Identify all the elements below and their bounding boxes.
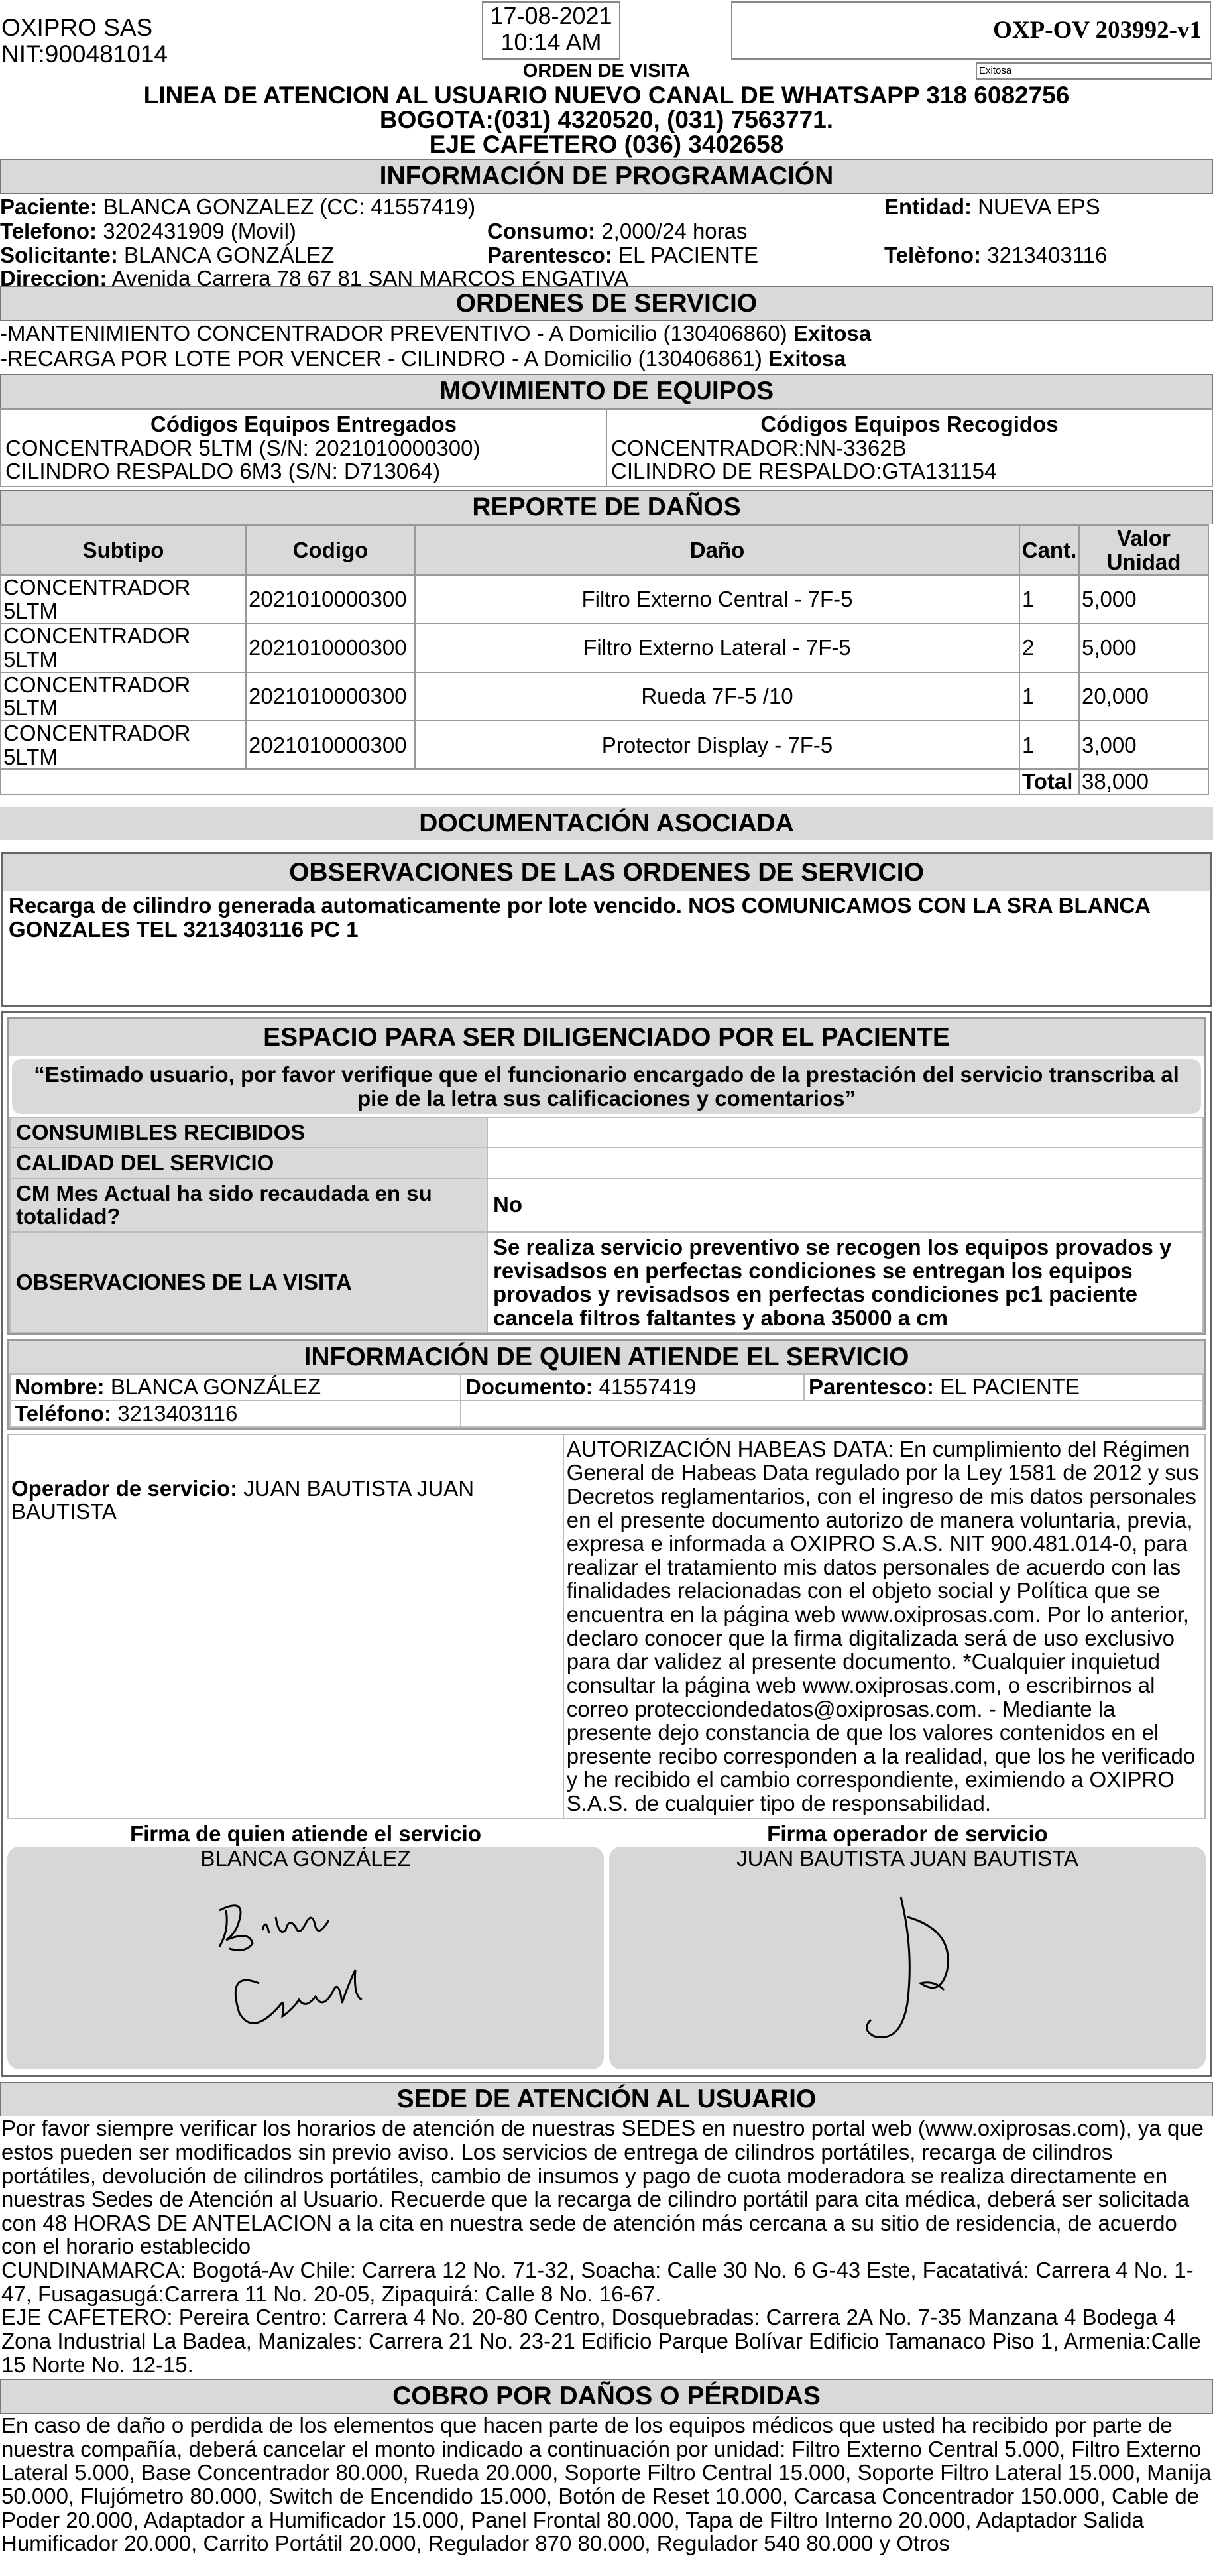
- table-row: CONCENTRADOR 5LTM 2021010000300 Protector Display - 7F-5 1 3,000: [1, 721, 1208, 769]
- contact-lines: [0, 83, 1213, 156]
- operator-habeas-panel: [7, 1434, 1206, 1819]
- visit-title: ORDEN DE VISITA: [522, 60, 691, 82]
- section-sede-title: SEDE DE ATENCIÓN AL USUARIO: [0, 2082, 1213, 2116]
- company-name: OXIPRO SAS: [1, 14, 153, 41]
- sede-info: [0, 2116, 1213, 2376]
- table-row: CONCENTRADOR 5LTM 2021010000300 Filtro Externo Central - 7F-5 1 5,000: [1, 575, 1208, 623]
- sede-cundinamarca: CUNDINAMARCA: Bogotá-Av Chile: Carrera 12 No. 71-32, Soacha: Calle 30 No. 6 G-43 Este, Facatativá: Carrera 4 No. 1-47, Fusagasugá:Carrera 11 No. 20-05, Zipaquirá: Calle 8 No. 16-67.: [1, 2258, 1194, 2306]
- collected-title: Códigos Equipos Recogidos: [760, 412, 1059, 436]
- requester-value: BLANCA GONZÁLEZ: [124, 243, 335, 267]
- operator-signature-title: Firma operador de servicio: [767, 1821, 1048, 1846]
- patient-field: Paciente: BLANCA GONZALEZ (CC: 41557419): [0, 194, 476, 219]
- table-row: CALIDAD DEL SERVICIO: [10, 1148, 1203, 1178]
- delivered-item: CILINDRO RESPALDO 6M3 (S/N: D713064): [5, 459, 440, 484]
- collected-item: CILINDRO DE RESPALDO:GTA131154: [611, 459, 997, 484]
- service-order-item: -MANTENIMIENTO CONCENTRADOR PREVENTIVO - A Domicilio (130406860) Exitosa: [0, 321, 872, 345]
- patient-value: BLANCA GONZALEZ (CC: 41557419): [103, 194, 476, 219]
- attendant-signature-block: [7, 1822, 604, 2070]
- observations-box: [1, 852, 1212, 1007]
- attendant-phone-field: Teléfono: 3213403116: [10, 1400, 461, 1427]
- company-block: [1, 15, 168, 68]
- status-badge: Exitosa: [976, 62, 1212, 80]
- table-row: CONSUMIBLES RECIBIDOS: [10, 1117, 1203, 1148]
- order-code-box: [731, 1, 1211, 60]
- patient-section-title: ESPACIO PARA SER DILIGENCIADO POR EL PACIENTE: [9, 1019, 1204, 1056]
- entity-value: NUEVA EPS: [978, 194, 1100, 219]
- operator-habeas-table: [7, 1434, 1206, 1819]
- operator-signature-name: JUAN BAUTISTA JUAN BAUTISTA: [736, 1846, 1078, 1871]
- operator-signature-pad: [609, 1847, 1206, 2069]
- address-value: Avenida Carrera 78 67 81 SAN MARCOS ENGATIVA: [111, 266, 629, 290]
- patient-feedback-panel: [7, 1017, 1206, 1335]
- operator-field: Operador de servicio: JUAN BAUTISTA JUAN BAUTISTA: [8, 1434, 563, 1819]
- requester-field: Solicitante: BLANCA GONZÁLEZ: [0, 243, 335, 267]
- damage-report-table: [0, 524, 1209, 795]
- contact-line-eje-cafetero: EJE CAFETERO (036) 3402658: [429, 131, 784, 158]
- phone-field: Telefono: 3202431909 (Movil): [0, 219, 296, 243]
- patient-feedback-table: [9, 1117, 1204, 1333]
- section-movimiento-title: MOVIMIENTO DE EQUIPOS: [0, 374, 1213, 408]
- phone2-field: Telèfono: 3213403116: [884, 243, 1108, 267]
- table-row: CM Mes Actual ha sido recaudada en su totalidad? No: [10, 1178, 1203, 1232]
- sede-paragraph: Por favor siempre verificar los horarios de atención de nuestras SEDES en nuestro portal web (www.oxiprosas.com), ya que estos pueden ser modificados sin previo aviso. Los servicios de entrega de cilindros portátiles, recarga de cilindros portátiles, devolución de cilindros portátiles, cambio de insumos y pago de cuota moderadora se realiza directamente en nuestras Sedes de Atención al Usuario. Recuerde que la recarga de cilindro portátil para cita médica, deberá ser solicitada con 48 HORAS DE ANTELACION a la cita en nuestra sede de atención más cercana a su sitio de residencia, de acuerdo con el horario establecido: [1, 2116, 1204, 2259]
- col-header-valor: Valor Unidad: [1079, 525, 1208, 575]
- observations-title: OBSERVACIONES DE LAS ORDENES DE SERVICIO: [3, 854, 1210, 891]
- section-danos-title: REPORTE DE DAÑOS: [0, 490, 1213, 524]
- table-row: OBSERVACIONES DE LA VISITA Se realiza servicio preventivo se recogen los equipos provados y revisadsos en perfectas condiciones se entregan los equipos provados y revisadsos en perfectas condiciones pc1 paciente cancela filtros faltantes y abona 35000 a cm: [10, 1232, 1203, 1333]
- section-documentacion-title: DOCUMENTACIÓN ASOCIADA: [0, 807, 1213, 840]
- consumption-field: Consumo: 2,000/24 horas: [487, 219, 748, 243]
- col-header-subtipo: Subtipo: [1, 525, 246, 575]
- patient-section-box: [1, 1011, 1212, 2077]
- service-order-item: -RECARGA POR LOTE POR VENCER - CILINDRO - A Domicilio (130406861) Exitosa: [0, 346, 846, 371]
- operator-signature-image: [801, 1871, 1013, 2056]
- operator-name: JUAN BAUTISTA JUAN BAUTISTA: [11, 1475, 475, 1524]
- visit-date: 17-08-2021: [490, 2, 612, 29]
- service-orders-list: [0, 321, 1213, 371]
- attendant-info-title: INFORMACIÓN DE QUIEN ATIENDE EL SERVICIO: [9, 1341, 1204, 1373]
- attendant-signature-title: Firma de quien atiende el servicio: [129, 1821, 481, 1846]
- attendant-signature-name: BLANCA GONZÁLEZ: [200, 1846, 411, 1871]
- attendant-relationship-field: Parentesco: EL PACIENTE: [804, 1374, 1203, 1400]
- consumption-value: 2,000/24 horas: [601, 219, 748, 243]
- collected-equipment-cell: [606, 409, 1212, 487]
- observations-text: Recarga de cilindro generada automaticamente por lote vencido. NOS COMUNICAMOS CON LA SRA BLANCA GONZALES TEL 3213403116 PC 1: [9, 893, 1150, 942]
- order-code: OXP-OV 203992-v1: [993, 17, 1202, 44]
- col-header-dano: Daño: [415, 525, 1019, 575]
- delivered-title: Códigos Equipos Entregados: [150, 412, 457, 436]
- attendant-name-field: Nombre: BLANCA GONZÁLEZ: [10, 1374, 461, 1400]
- order-status: Exitosa: [793, 321, 872, 345]
- attendant-info-table: [9, 1373, 1204, 1427]
- visit-time: 10:14 AM: [500, 29, 602, 56]
- col-header-codigo: Codigo: [246, 525, 415, 575]
- contact-line-whatsapp: LINEA DE ATENCION AL USUARIO NUEVO CANAL DE WHATSAPP 318 6082756: [143, 82, 1070, 109]
- delivered-item: CONCENTRADOR 5LTM (S/N: 2021010000300): [5, 435, 481, 460]
- section-cobro-title: COBRO POR DAÑOS O PÉRDIDAS: [0, 2379, 1213, 2414]
- collected-item: CONCENTRADOR:NN-3362B: [611, 435, 907, 460]
- attendant-document-field: Documento: 41557419: [461, 1374, 804, 1400]
- attendant-signature-image: [200, 1871, 412, 2050]
- address-field: Direccion: Avenida Carrera 78 67 81 SAN MARCOS ENGATIVA: [0, 266, 629, 290]
- date-box: [482, 1, 620, 60]
- phone-value: 3202431909 (Movil): [103, 219, 296, 243]
- sede-eje-cafetero: EJE CAFETERO: Pereira Centro: Carrera 4 No. 20-80 Centro, Dosquebradas: Carrera 2A No. 7-35 Manzana 4 Bodega 4 Zona Industrial La Badea, Manizales: Carrera 21 No. 23-21 Edificio Parque Bolívar Edificio Tamanaco Piso 1, Armenia:Calle 15 Norte No. 12-15.: [1, 2305, 1201, 2377]
- habeas-data-text: AUTORIZACIÓN HABEAS DATA: En cumplimiento del Régimen General de Habeas Data regulado por la Ley 1581 de 2012 y sus Decretos reglamentarios, con el ingreso de mis datos personales en el presente documento autorizo de manera voluntaria, previa, expresa e informada a OXIPRO S.A.S. NIT 900.481.014-0, para realizar el tratamiento mis datos personales de acuerdo con las finalidades relacionadas con el objeto social y Política que se encuentra en la página web www.oxiprosas.com. Por lo anterior, declaro conocer que la firma digitalizada será de uso exclusivo para dar validez al presente documento. *Cualquier inquietud consultar la página web www.oxiprosas.com, o escribirnos al correo protecciondedatos@oxiprosas.com. - Mediante la presente dejo constancia de que los valores contenidos en el presente recibo corresponden a la realidad, que los he verificado y he recibido el cambio correspondiente, eximiendo a OXIPRO S.A.S. de cualquier tipo de responsabilidad.: [563, 1434, 1205, 1819]
- cobro-text: En caso de daño o perdida de los elementos que hacen parte de los equipos médicos que usted ha recibido por parte de nuestra compañía, deberá cancelar el monto indicado a continuación por unidad: Filtro Externo Central 5.000, Filtro Externo Lateral 5.000, Base Concentrador 80.000, Rueda 20.000, Soporte Filtro Central 15.000, Soporte Filtro Lateral 15.000, Manija 50.000, Flujómetro 80.000, Switch de Encendido 15.000, Botón de Reset 10.000, Carcasa Concentrador 150.000, Cable de Poder 20.000, Adaptador a Humificador 15.000, Panel Frontal 80.000, Tapa de Filtro Interno 20.000, Adaptador Salida Humificador 20.000, Carrito Portátil 20.000, Regulador 870 80.000, Regulador 540 80.000 y Otros: [1, 2413, 1212, 2556]
- patient-instruction-quote: “Estimado usuario, por favor verifique que el funcionario encargado de la prestación del servicio transcriba al pie de la letra sus calificaciones y comentarios”: [12, 1059, 1201, 1114]
- document-header: [0, 0, 1213, 83]
- col-header-cantidad: Cant.: [1019, 525, 1079, 575]
- relationship-field: Parentesco: EL PACIENTE: [487, 243, 758, 267]
- phone2-value: 3213403116: [987, 243, 1108, 267]
- total-row: [1, 769, 1208, 794]
- order-status: Exitosa: [768, 346, 846, 371]
- entity-field: Entidad: NUEVA EPS: [884, 194, 1100, 219]
- table-row: CONCENTRADOR 5LTM 2021010000300 Rueda 7F-5 /10 1 20,000: [1, 672, 1208, 721]
- equipment-movement-table: [0, 408, 1213, 487]
- company-nit: NIT:900481014: [1, 40, 168, 68]
- section-ordenes-title: ORDENES DE SERVICIO: [0, 286, 1213, 321]
- total-value: 38,000: [1079, 769, 1208, 794]
- relationship-value: EL PACIENTE: [618, 243, 758, 267]
- total-label: Total: [1019, 769, 1079, 794]
- table-row: CONCENTRADOR 5LTM 2021010000300 Filtro Externo Lateral - 7F-5 2 5,000: [1, 623, 1208, 672]
- attendant-info-panel: [7, 1339, 1206, 1429]
- attendant-signature-pad: [7, 1847, 604, 2069]
- programacion-info: [0, 194, 1213, 290]
- contact-line-bogota: BOGOTA:(031) 4320520, (031) 7563771.: [379, 106, 834, 133]
- signatures-row: [3, 1819, 1210, 2075]
- delivered-equipment-cell: [1, 409, 606, 487]
- section-programacion-title: INFORMACIÓN DE PROGRAMACIÓN: [0, 159, 1213, 194]
- operator-signature-block: [609, 1822, 1206, 2070]
